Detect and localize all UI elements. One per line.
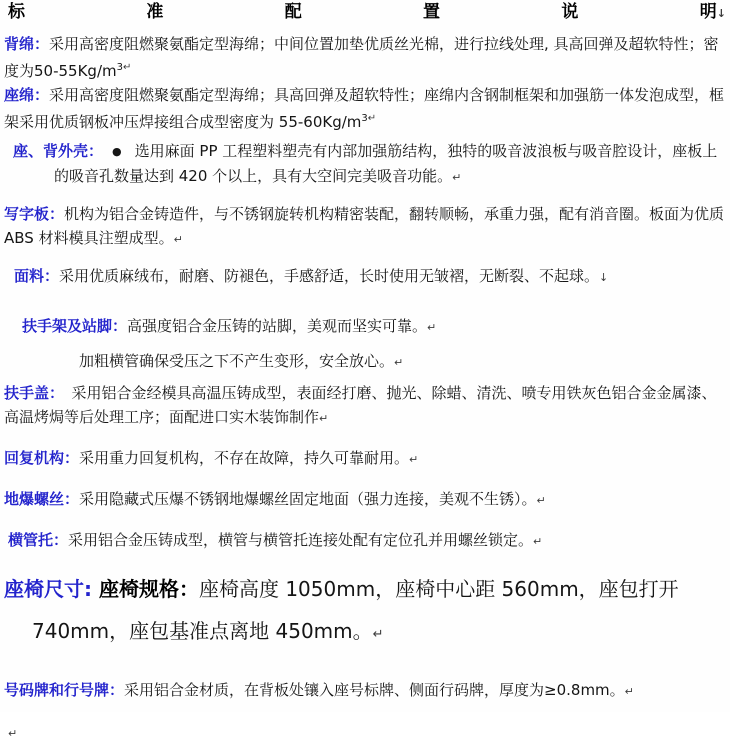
section-label: 横管托： <box>8 531 69 549</box>
section-fabric <box>14 264 728 290</box>
title-char-group <box>700 2 726 24</box>
section-label: 座椅尺寸: <box>4 577 99 601</box>
bullet-icon: ● <box>112 145 122 158</box>
line-break-mark: ↓ <box>716 7 726 20</box>
section-seat-back-shell <box>4 139 728 190</box>
section-text: 采用铝合金经模具高温压铸成型，表面经打磨、抛光、除蜡、清洗、喷专用铁灰色铝合金金属漆、高温烤焗等后处理工序；面配进口实木装饰制作 <box>4 384 717 426</box>
section-text: 机构为铝合金铸造件，与不锈钢旋转机构精密装配，翻转顺畅，承重力强，配有消音圈。板面为优质 ABS 材料模具注塑成型。 <box>4 205 725 247</box>
paragraph-mark: ↵ <box>8 727 18 740</box>
paragraph-mark: ↵ <box>624 685 634 698</box>
title-char: 明 <box>699 2 717 22</box>
section-text: 采用铝合金压铸成型，横管与横管托连接处配有定位孔并用螺丝锁定。 <box>68 531 534 549</box>
section-label: 座绵： <box>4 86 50 104</box>
title-char: 准 <box>146 2 164 22</box>
section-text: 采用高密度阻燃聚氨酯定型海绵；具高回弹及超软特性；座绵内含钢制框架和加强筋一体发泡成型，框架采用优质钢板冲压焊接组合成型密度为 55-60Kg/m <box>4 86 725 131</box>
paragraph-mark: ↵ <box>372 627 384 642</box>
paragraph-mark: ↵ <box>173 233 183 246</box>
line-break-mark: ↓ <box>599 271 609 284</box>
paragraph-mark: ↵ <box>452 171 462 184</box>
section-label: 地爆螺丝： <box>4 490 80 508</box>
title-char: 标 <box>8 2 25 22</box>
title-char: 置 <box>423 2 441 22</box>
section-number-plates <box>4 678 728 704</box>
section-armrest-frame-note <box>79 349 728 375</box>
section-return-mechanism <box>4 446 728 472</box>
section-label: 扶手架及站脚： <box>22 317 128 335</box>
section-text: 采用优质麻绒布，耐磨、防褪色，手感舒适，长时使用无皱褶，无断裂、不起球。 <box>59 267 600 285</box>
paragraph-mark: ↵ <box>367 113 377 124</box>
paragraph-mark: ↵ <box>394 356 404 369</box>
title-char: 配 <box>284 2 302 22</box>
section-text: 采用重力回复机构，不存在故障，持久可靠耐用。 <box>79 449 410 467</box>
section-armrest-frame-legs <box>22 314 728 340</box>
superscript: 3 <box>361 113 368 124</box>
paragraph-mark: ↵ <box>533 535 543 548</box>
section-writing-board <box>4 202 728 252</box>
section-label: 回复机构： <box>4 449 80 467</box>
section-label: 面料： <box>14 267 60 285</box>
doc-title <box>4 2 728 24</box>
section-text: 采用隐藏式压爆不锈钢地爆螺丝固定地面（强力连接，美观不生锈）。 <box>79 490 537 508</box>
section-text: 采用高密度阻燃聚氨酯定型海绵；中间位置加垫优质丝光棉，进行拉线处理, 具高回弹及超软特性；密度为50-55Kg/m <box>4 35 719 80</box>
paragraph-mark: ↵ <box>536 494 546 507</box>
section-seat-sponge <box>4 83 728 134</box>
section-text: 加粗横管确保受压之下不产生变形，安全放心。 <box>79 352 395 370</box>
paragraph-mark: ↵ <box>427 321 437 334</box>
section-text: 座椅高度 1050mm，座椅中心距 560mm，座包打开 740mm，座包基准点离地 450mm。 <box>32 577 679 643</box>
section-label: 扶手盖： <box>4 384 57 402</box>
section-armrest-cover <box>4 381 728 431</box>
section-text: 选用麻面 PP 工程塑料塑壳有内部加强筋结构，独特的吸音波浪板与吸音腔设计，座板上的吸音孔数量达到 420 个以上，具有大空间完美吸音功能。 <box>54 142 718 185</box>
section-label: 写字板： <box>4 205 65 223</box>
section-label: 号码牌和行号牌： <box>4 681 125 699</box>
paragraph-mark: ↵ <box>123 62 132 73</box>
paragraph-mark: ↵ <box>319 412 329 425</box>
section-label: 背绵： <box>4 35 50 53</box>
section-text: 高强度铝合金压铸的站脚，美观而坚实可靠。 <box>127 317 428 335</box>
superscript: 3 <box>116 62 123 73</box>
section-label: 座、背外壳： <box>13 142 104 160</box>
section-seat-dimensions <box>4 568 728 656</box>
section-text: 采用铝合金材质，在背板处镶入座号标牌、侧面行码牌，厚度为≥0.8mm。 <box>124 681 625 699</box>
section-crossbar-bracket <box>8 528 728 554</box>
section-anchor-bolts <box>4 487 728 513</box>
paragraph-mark: ↵ <box>409 453 419 466</box>
title-char: 说 <box>561 2 579 22</box>
section-back-sponge <box>4 32 728 83</box>
trailing-paragraph <box>8 720 728 746</box>
dimensions-subtitle: 座椅规格： <box>98 577 199 601</box>
